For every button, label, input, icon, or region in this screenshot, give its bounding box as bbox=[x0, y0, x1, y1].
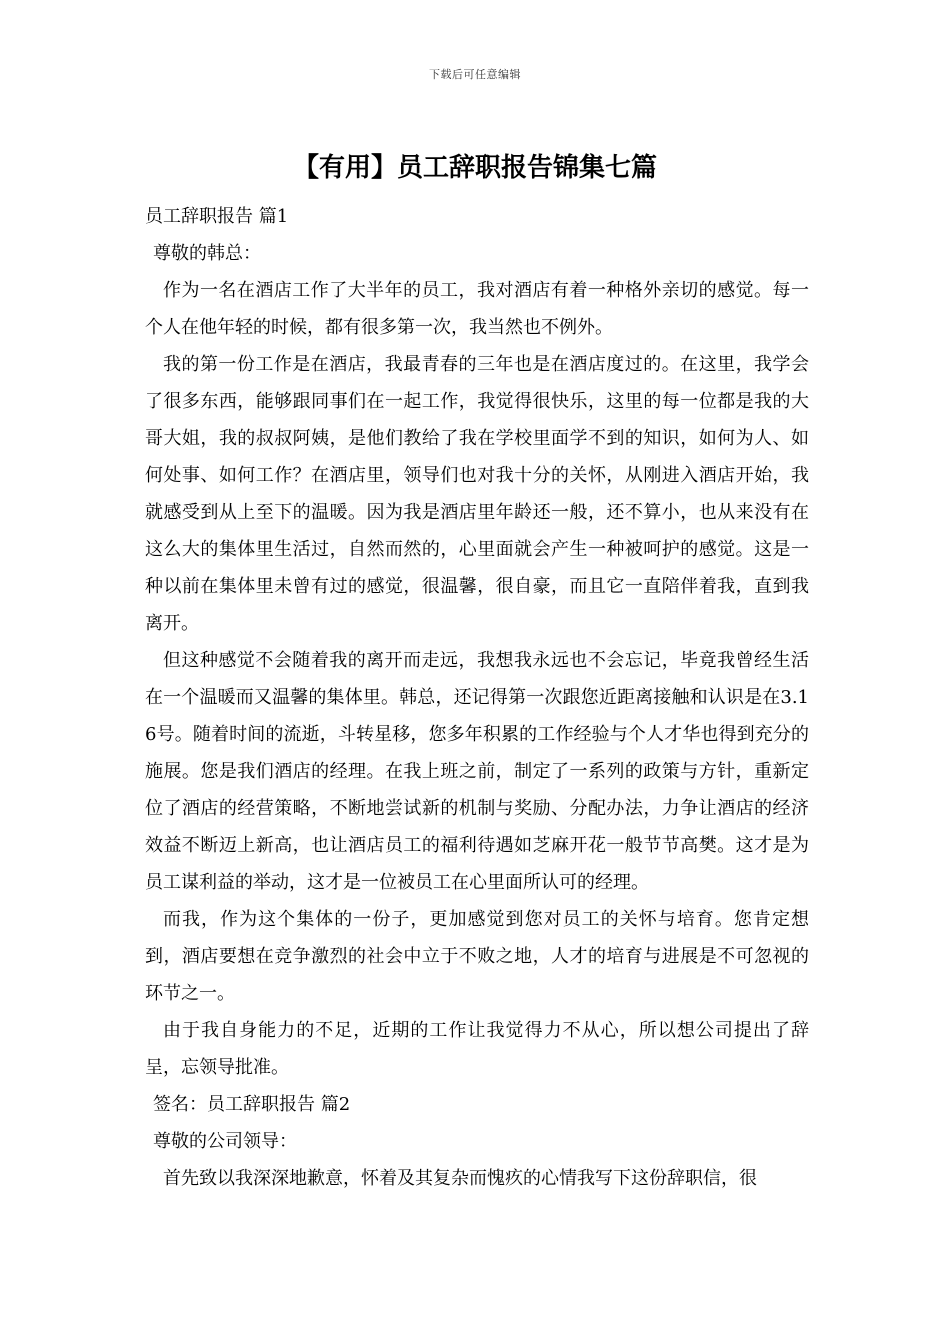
salutation-1: 尊敬的韩总： bbox=[153, 243, 261, 264]
paragraph-2: 我的第一份工作是在酒店，我最青春的三年也是在酒店度过的。在这里，我学会了很多东西，能够跟同事们在一起工作，我觉得很快乐，这里的每一位都是我的大哥大姐，我的叔叔阿姨，是他们教给了我在学校里面学不到的知识，如何为人、如何处事、如何工作？在酒店里，领导们也对我十分的关怀，从刚进入酒店开始，我就感受到从上至下的温暖。因为我是酒店里年龄还一般，还不算小，也从来没有在这么大的集体里生活过，自然而然的，心里面就会产生一种被呵护的感觉。这是一种以前在集体里未曾有过的感觉，很温馨，很自豪，而且它一直陪伴着我，直到我离开。 bbox=[145, 354, 809, 634]
document-title: 【有用】员工辞职报告锦集七篇 bbox=[292, 153, 657, 183]
section-heading-1: 员工辞职报告 篇1 bbox=[145, 206, 289, 227]
signature-and-heading-2: 签名：员工辞职报告 篇2 bbox=[153, 1094, 351, 1115]
paragraph-6: 首先致以我深深地歉意，怀着及其复杂而愧疚的心情我写下这份辞职信，很 bbox=[163, 1168, 757, 1189]
paragraph-4: 而我，作为这个集体的一份子，更加感觉到您对员工的关怀与培育。您肯定想到，酒店要想在竞争激烈的社会中立于不败之地，人才的培育与进展是不可忽视的环节之一。 bbox=[145, 909, 809, 1004]
paragraph-1: 作为一名在酒店工作了大半年的员工，我对酒店有着一种格外亲切的感觉。每一个人在他年轻的时候，都有很多第一次，我当然也不例外。 bbox=[145, 280, 809, 338]
document-body bbox=[145, 198, 809, 1197]
page-header: 下载后可任意编辑 bbox=[429, 68, 521, 81]
paragraph-3: 但这种感觉不会随着我的离开而走远，我想我永远也不会忘记，毕竟我曾经生活在一个温暖而又温馨的集体里。韩总，还记得第一次跟您近距离接触和认识是在3.16号。随着时间的流逝，斗转星移，您多年积累的工作经验与个人才华也得到充分的施展。您是我们酒店的经理。在我上班之前，制定了一系列的政策与方针，重新定位了酒店的经营策略，不断地尝试新的机制与奖励、分配办法，力争让酒店的经济效益不断迈上新高，也让酒店员工的福利待遇如芝麻开花一般节节高樊。这才是为员工谋利益的举动，这才是一位被员工在心里面所认可的经理。 bbox=[145, 650, 809, 893]
paragraph-5: 由于我自身能力的不足，近期的工作让我觉得力不从心，所以想公司提出了辞呈，忘领导批准。 bbox=[145, 1020, 809, 1078]
salutation-2: 尊敬的公司领导： bbox=[153, 1131, 297, 1152]
